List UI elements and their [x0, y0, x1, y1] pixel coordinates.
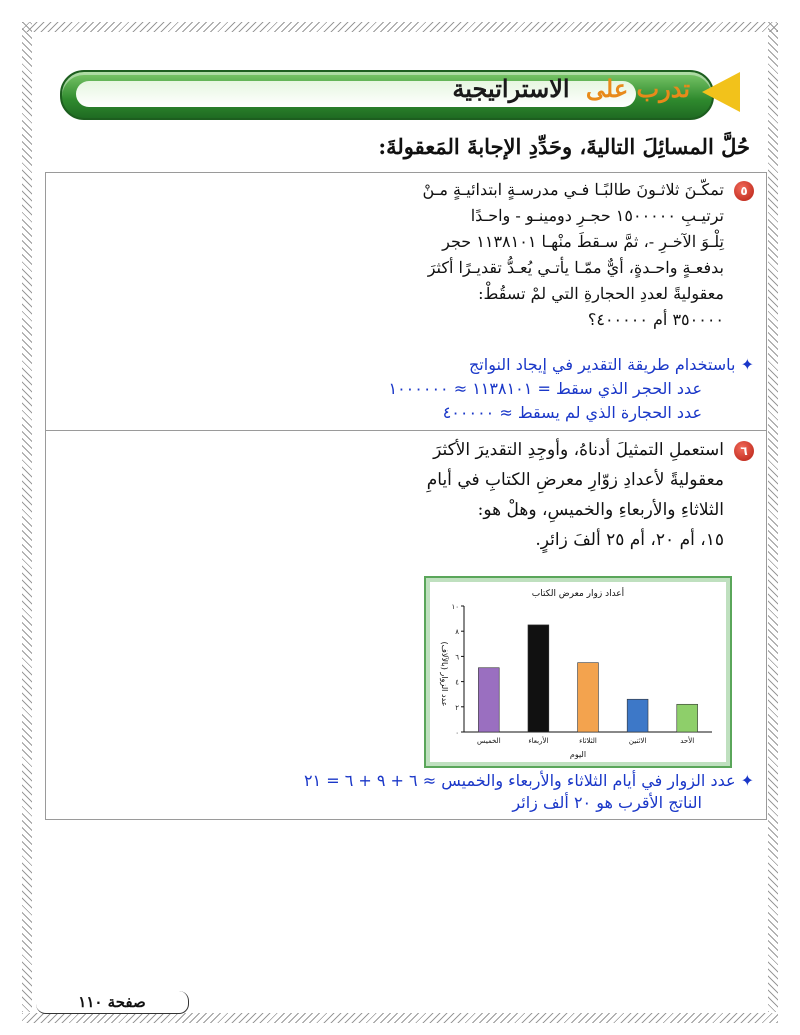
chart-x-tick-label: الأحد	[680, 737, 695, 745]
chart-x-tick-label: الأربعاء	[528, 737, 549, 745]
chart-y-axis-label: عدد الزوار (بالآلاف)	[440, 641, 449, 707]
chart-title: أعداد زوار معرض الكتاب	[531, 589, 625, 599]
visitors-bar-chart	[424, 576, 732, 768]
chart-bar	[677, 704, 698, 732]
chart-x-tick-label: الاثنين	[628, 737, 647, 745]
solution-line: عدد الحجر الذي سقط = ١١٣٨١٠١ ≈ ١٠٠٠٠٠٠	[388, 379, 702, 398]
chart-bar	[627, 699, 648, 732]
chart-y-tick-label: ٢	[455, 703, 459, 712]
question-text	[427, 435, 724, 555]
arrow-icon	[702, 72, 740, 112]
banner-title	[452, 74, 690, 103]
question-line: بدفعـةٍ واحـدةٍ، أيٌّ ممّـا يأتـي يُعـدُّ تقديـرًا أكثرَ	[427, 258, 724, 277]
question-line: معقوليةً لعددِ الحجارةِ التي لمْ تسقُطْ:	[478, 284, 724, 303]
chart-svg	[430, 582, 726, 762]
chart-x-tick-label: الخميس	[476, 737, 501, 745]
solution-line: ✦ باستخدام طريقة التقدير في إيجاد النواتج	[468, 355, 754, 374]
solution-line: الناتج الأقرب هو ٢٠ ألف زائر	[512, 793, 702, 812]
page-border-left	[22, 22, 32, 1012]
question-line: ١٥، أم ٢٠، أم ٢٥ ألفَ زائرٍ.	[535, 530, 724, 550]
chart-bar	[578, 663, 599, 732]
question-number-badge: ٥	[734, 181, 754, 201]
page-border-top	[22, 22, 778, 32]
page-number-tab: صفحة ١١٠	[36, 991, 189, 1014]
chart-y-tick-label: ٦	[455, 653, 459, 662]
question-line: ٣٥٠٠٠٠ أم ٤٠٠٠٠٠؟	[587, 310, 724, 329]
question-line: معقوليةً لأعدادِ زوّارِ معرضِ الكتابِ في أيامِ	[426, 470, 724, 490]
chart-x-tick-label: الثلاثاء	[579, 737, 597, 745]
question-box-6	[45, 430, 767, 820]
banner-title-main: الاستراتيجية	[452, 74, 570, 103]
chart-y-tick-label: ٨	[455, 628, 459, 637]
question-line: ترتيـبِ ١٥٠٠٠٠٠ حجـرِ دومينـو - واحـدًا	[470, 206, 724, 225]
chart-y-tick-label: ١٠	[451, 603, 459, 611]
page-border-right	[768, 22, 778, 1012]
question-text	[422, 177, 724, 333]
page-border-bottom	[22, 1013, 778, 1023]
chart-y-tick-label: ٠	[455, 729, 459, 737]
solution-line: ✦ عدد الزوار في أيام الثلاثاء والأربعاء والخميس ≈ ٦ + ٩ + ٦ = ٢١	[303, 771, 754, 790]
solution-line: عدد الحجارة الذي لم يسقط ≈ ٤٠٠٠٠٠	[442, 403, 702, 422]
banner-title-accent: تدرب على	[585, 74, 690, 103]
question-line: الثلاثاءِ والأربعاءِ والخميسِ، وهلْ هو:	[477, 500, 724, 520]
chart-bar	[528, 625, 549, 732]
instruction-heading: حُلَّ المسائِلَ التاليةَ، وحَدِّدِ الإجابةَ المَعقولةَ:	[378, 134, 750, 159]
question-line: تمكّـنَ ثلاثـونَ طالبًـا فـي مدرسـةٍ ابتدائيـةٍ مـنْ	[422, 180, 724, 199]
question-number-badge: ٦	[734, 441, 754, 461]
strategy-banner	[60, 70, 740, 118]
question-box-5	[45, 172, 767, 431]
chart-y-tick-label: ٤	[455, 678, 459, 687]
chart-x-axis-label: اليوم	[569, 750, 587, 759]
question-line: استعملِ التمثيلَ أدناهُ، وأوجِدِ التقديرَ الأكثرَ	[433, 440, 724, 460]
chart-bar	[478, 668, 499, 732]
question-line: تِلْـوَ الآخـرِ -، ثمَّ سـقطَ منْهـا ١١٣٨١٠١ حجر	[442, 232, 724, 251]
